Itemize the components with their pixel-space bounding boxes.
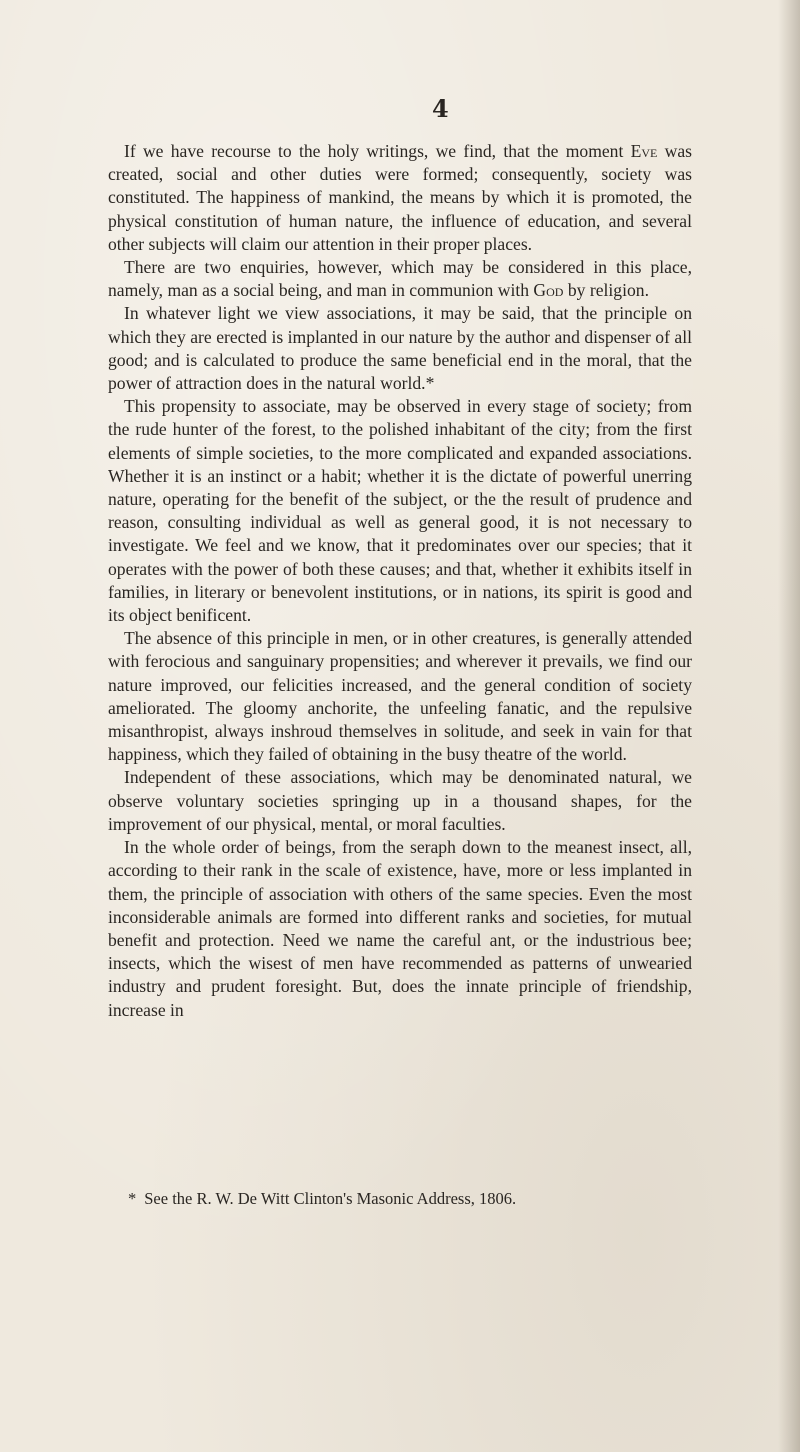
small-caps-name: God bbox=[533, 280, 564, 301]
paragraph bbox=[108, 766, 692, 836]
page-edge-shadow bbox=[778, 0, 800, 1452]
text-run: This propensity to associate, may be observed in every stage of society; from the rude hunter of the forest, to the polished inhabitant of the city; from the first elements of simple societies, to the more complicated and expanded associations. Whether it is an instinct or a habit; whether it is the dictate of powerful unerring nature, operating for the benefit of the subject, or the the result of prudence and reason, consulting individual as well as general good, it is not necessary to investigate. We feel and we know, that it predominates over our species; that it operates with the power of both these causes; and that, whether it exhibits itself in families, in literary or benevolent institutions, or in nations, its spirit is good and its object benificent. bbox=[108, 396, 692, 626]
text-run: In the whole order of beings, from the seraph down to the meanest insect, all, according to their rank in the scale of existence, have, more or less implanted in them, the principle of association with others of the same species. Even the most inconsiderable animals are formed into different ranks and societies, for mutual benefit and protection. Need we name the careful ant, or the industrious bee; insects, which the wisest of men have recommended as patterns of unwearied industry and prudent foresight. But, does the innate principle of friendship, increase in bbox=[108, 837, 692, 1020]
text-run: by religion. bbox=[563, 280, 649, 301]
text-run: was created, social and other duties were formed; consequently, society was constituted. The happiness of mankind, the means by which it is promoted, the physical constitution of human nature, the influence of education, and several other subjects will claim our attention in their proper places. bbox=[108, 141, 692, 254]
body-text bbox=[108, 140, 692, 1022]
paragraph bbox=[108, 256, 692, 302]
paragraph bbox=[108, 395, 692, 627]
text-run: The absence of this principle in men, or in other creatures, is generally attended with ferocious and sanguinary propensities; and wherever it prevails, we find our nature improved, our felicities increased, and the general condition of society ameliorated. The gloomy anchorite, the unfeeling fanatic, and the repulsive misanthropist, always inshroud themselves in solitude, and seek in vain for that happiness, which they failed of obtaining in the busy theatre of the world. bbox=[108, 628, 692, 765]
page-number: 4 bbox=[432, 94, 449, 123]
text-run: There are two enquiries, however, which may be considered in this place, namely, man as a social being, and man in communion with bbox=[108, 257, 692, 301]
text-run: In whatever light we view associations, it may be said, that the principle on which they are erected is implanted in our nature by the author and dispenser of all good; and is calculated to produce the same beneficial end in the moral, that the power of attraction does in the natural world.* bbox=[108, 303, 692, 394]
footnote-mark: * bbox=[128, 1189, 137, 1208]
text-run: Independent of these associations, which may be denominated natural, we observe voluntary societies springing up in a thousand shapes, for the improvement of our physical, mental, or moral faculties. bbox=[108, 767, 692, 834]
footnote-text: See the R. W. De Witt Clinton's Masonic Address, 1806. bbox=[144, 1189, 517, 1208]
text-run: If we have recourse to the holy writings, we find, that the moment bbox=[124, 141, 631, 161]
paragraph bbox=[108, 302, 692, 395]
paragraph bbox=[108, 140, 692, 256]
small-caps-name: Eve bbox=[630, 141, 658, 161]
paragraph bbox=[108, 627, 692, 766]
footnote bbox=[128, 1188, 688, 1210]
paragraph bbox=[108, 836, 692, 1022]
